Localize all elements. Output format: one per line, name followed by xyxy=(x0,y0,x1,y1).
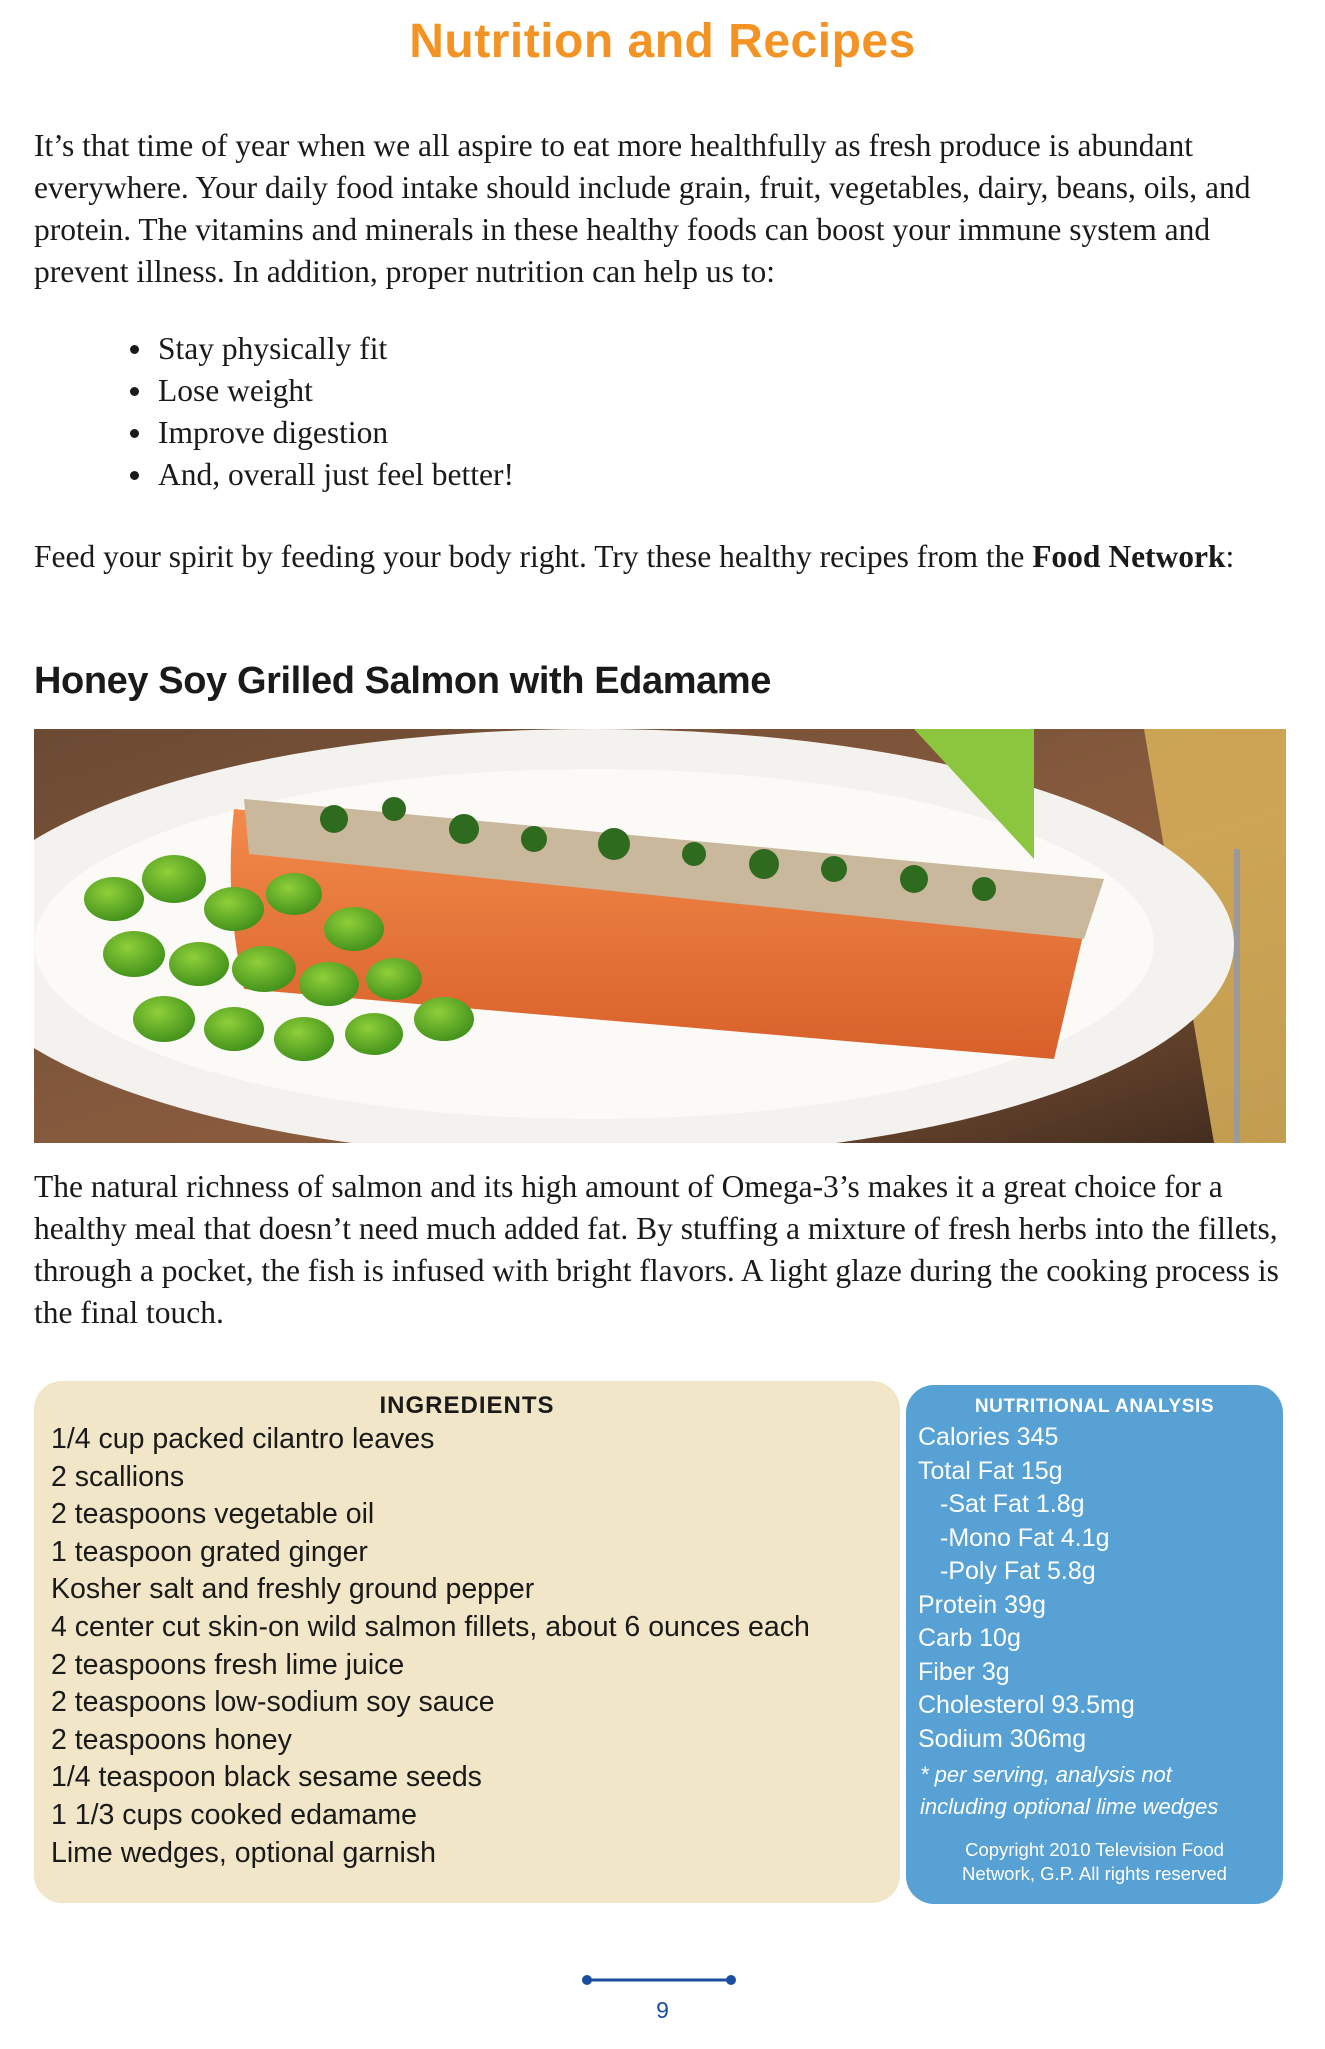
list-item: 1 1/3 cups cooked edamame xyxy=(51,1798,417,1831)
list-item: -Mono Fat 4.1g xyxy=(940,1523,1110,1552)
list-item: 1 teaspoon grated ginger xyxy=(51,1535,368,1568)
nutrition-list xyxy=(918,1421,1135,1756)
list-item: Improve digestion xyxy=(126,412,1026,454)
nutrition-heading: NUTRITIONAL ANALYSIS xyxy=(974,1396,1215,1417)
list-item: 2 scallions xyxy=(51,1460,185,1493)
list-item: 4 center cut skin-on wild salmon fillets, about 6 ounces each xyxy=(51,1610,810,1643)
list-item: Lime wedges, optional garnish xyxy=(51,1836,436,1869)
list-item: 2 teaspoons low-sodium soy sauce xyxy=(51,1686,495,1719)
feed-paragraph xyxy=(34,536,1294,578)
nutrition-note-line: * per serving, analysis not xyxy=(920,1762,1172,1787)
ingredients-heading: INGREDIENTS xyxy=(379,1392,555,1419)
list-item: 2 teaspoons vegetable oil xyxy=(51,1498,375,1531)
copyright-notice xyxy=(906,1838,1283,1886)
list-item: And, overall just feel better! xyxy=(126,454,1026,496)
page-number-rule xyxy=(580,1973,738,1987)
list-item: Lose weight xyxy=(126,370,1026,412)
list-item: -Poly Fat 5.8g xyxy=(940,1557,1096,1585)
nutrition-note xyxy=(920,1759,1280,1823)
list-item: Fiber 3g xyxy=(918,1657,1010,1686)
list-item: Cholesterol 93.5mg xyxy=(918,1691,1135,1719)
feed-text: Feed your spirit by feeding your body right. Try these healthy recipes from the xyxy=(34,539,1033,574)
salmon-photo xyxy=(34,729,1286,1143)
list-item: 2 teaspoons honey xyxy=(51,1723,292,1756)
list-item: Protein 39g xyxy=(918,1590,1046,1619)
nutrition-box xyxy=(906,1385,1283,1904)
list-item: Carb 10g xyxy=(918,1624,1021,1652)
list-item: Total Fat 15g xyxy=(918,1456,1063,1485)
list-item: 1/4 cup packed cilantro leaves xyxy=(51,1423,435,1455)
intro-paragraph: It’s that time of year when we all aspire to eat more healthfully as fresh produce is abundant everywhere. Your daily food intake should include grain, fruit, vegetables, dairy, beans, oils, and protein. The vitamins and minerals in these healthy foods can boost your immune system and prevent illness. In addition, proper nutrition can help us to: xyxy=(34,128,1251,289)
list-item: -Sat Fat 1.8g xyxy=(940,1490,1085,1518)
benefits-list xyxy=(126,328,1026,496)
nutrition-note-line: including optional lime wedges xyxy=(920,1794,1219,1819)
list-item: 1/4 teaspoon black sesame seeds xyxy=(51,1761,482,1794)
copyright-line: Network, G.P. All rights reserved xyxy=(962,1863,1227,1884)
fork xyxy=(1234,849,1240,1143)
recipe-title: Honey Soy Grilled Salmon with Edamame xyxy=(34,660,771,702)
list-item: 2 teaspoons fresh lime juice xyxy=(51,1648,405,1681)
page-title: Nutrition and Recipes xyxy=(409,15,916,68)
copyright-line: Copyright 2010 Television Food xyxy=(965,1839,1224,1860)
list-item: Calories 345 xyxy=(918,1423,1059,1451)
recipe-description: The natural richness of salmon and its high amount of Omega-3’s makes it a great choice for a healthy meal that doesn’t need much added fat. By stuffing a mixture of fresh herbs into the fillets, through a pocket, the fish is infused with bright flavors. A light glaze during the cooking process is the final touch. xyxy=(34,1169,1279,1330)
feed-text-end: : xyxy=(1225,539,1235,574)
food-network-name: Food Network xyxy=(1032,539,1226,574)
list-item: Sodium 306mg xyxy=(918,1724,1087,1753)
ingredients-list xyxy=(51,1421,810,1872)
page-number: 9 xyxy=(656,1997,669,2023)
list-item: Stay physically fit xyxy=(126,328,1026,370)
ingredients-box xyxy=(34,1381,900,1903)
list-item: Kosher salt and freshly ground pepper xyxy=(51,1573,535,1606)
